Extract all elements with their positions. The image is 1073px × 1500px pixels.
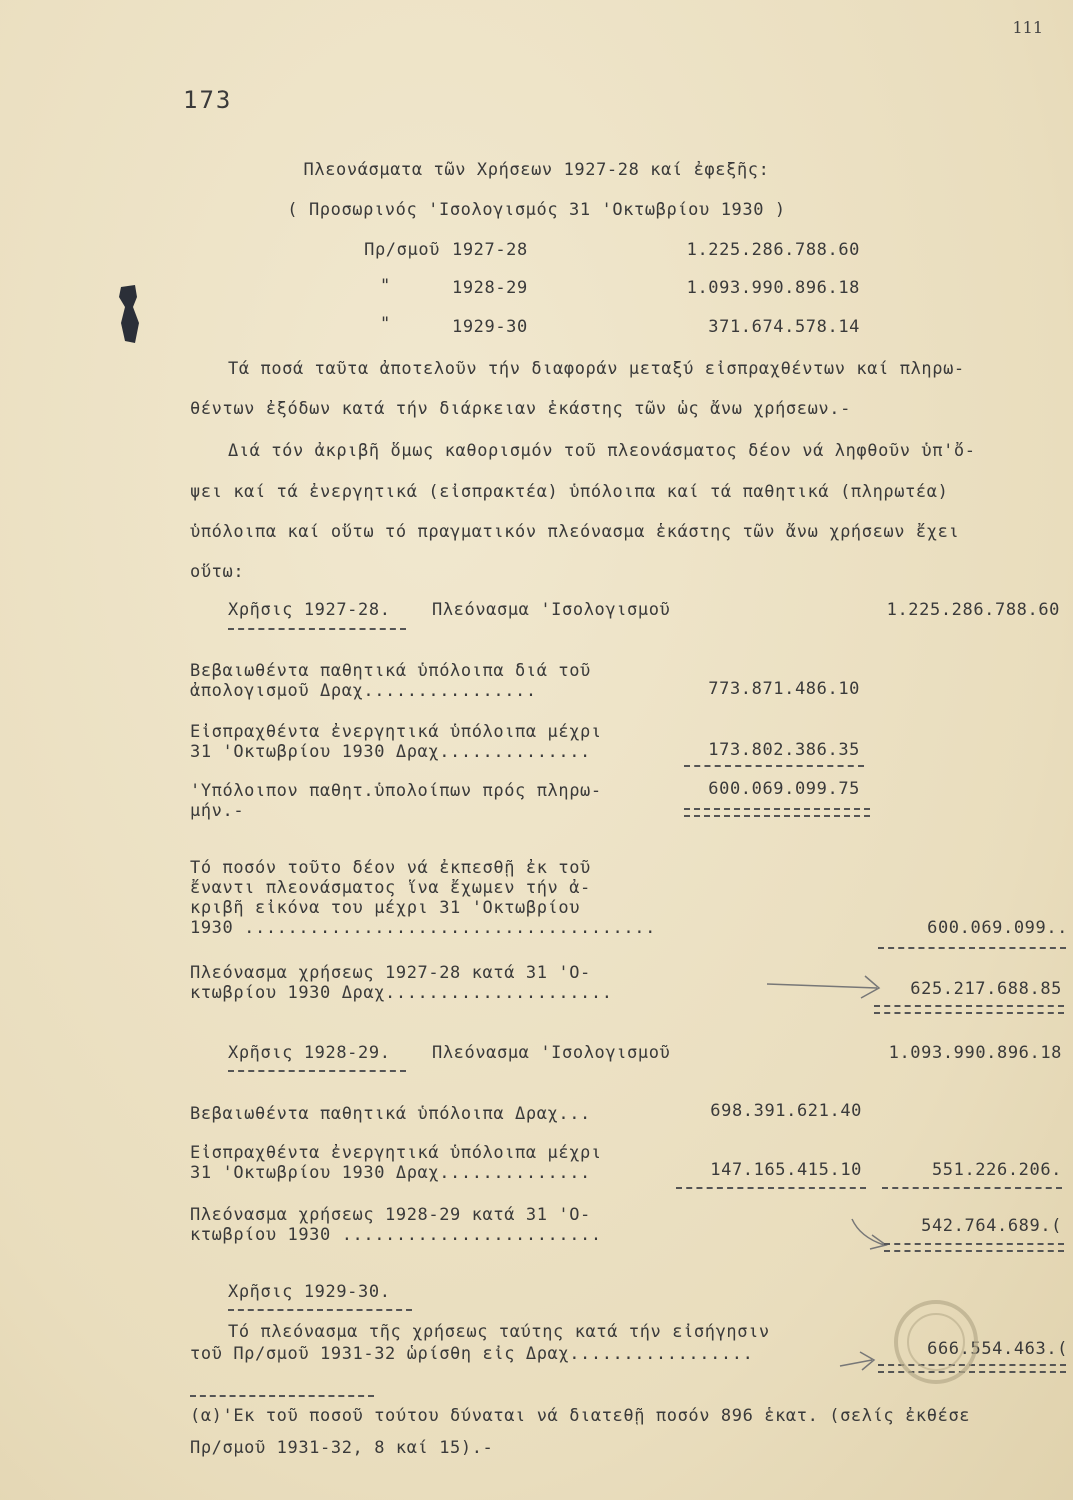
double-rule (684, 808, 870, 817)
paragraph-line: ὑπόλοιπα καί οὕτω τό πραγματικόν πλεόνασμα ἑκάστης τῶν ἄνω χρήσεων ἔχει (190, 522, 960, 542)
ledger-line: μήν.- (190, 801, 245, 821)
ledger-line: Εἰσπραχθέντα ἐνεργητικά ὑπόλοιπα μέχρι (190, 722, 602, 742)
footnote-line: Πρ/σμοῦ 1931-32, 8 καί 15).- (190, 1438, 494, 1458)
final-surplus-amount: 542.764.689.( (921, 1216, 1062, 1236)
deduction-amount: 600.069.099.. (927, 918, 1068, 938)
summary-period: 1929-30 (452, 317, 528, 337)
summary-period: 1928-29 (452, 278, 528, 298)
ledger-amount: 600.069.099.75 (708, 779, 860, 799)
ledger-line: 31 'Οκτωβρίου 1930 Δραχ.............. (190, 1163, 591, 1183)
ledger-line: Τό πλεόνασμα τῆς χρήσεως ταύτης κατά τήν εἰσήγησιν (228, 1322, 770, 1342)
ledger-line: Πλεόνασμα χρήσεως 1928-29 κατά 31 'Ο- (190, 1205, 591, 1225)
ledger-line: Βεβαιωθέντα παθητικά ὑπόλοιπα Δραχ... (190, 1104, 591, 1124)
surplus-label: Πλεόνασμα 'Ισολογισμοῦ (432, 1043, 671, 1063)
heading-underline (228, 628, 406, 630)
ledger-amount: 773.871.486.10 (708, 679, 860, 699)
ledger-line: Τό ποσόν τοῦτο δέον νά ἐκπεσθῇ ἐκ τοῦ (190, 858, 591, 878)
ledger-line: ἀπολογισμοῦ Δραχ................ (190, 681, 537, 701)
ledger-line: κτωβρίου 1930 ........................ (190, 1225, 602, 1245)
ledger-total: 551.226.206. (931, 1160, 1062, 1180)
summary-period: 1927-28 (452, 240, 528, 260)
ledger-amount: 698.391.621.40 (710, 1101, 862, 1121)
section-heading-1929: Χρῆσις 1929-30. (228, 1282, 391, 1302)
summary-amount: 1.225.286.788.60 (686, 240, 860, 260)
summary-amount: 371.674.578.14 (708, 317, 860, 337)
summary-label: " (380, 314, 391, 334)
ledger-line: 'Υπόλοιπον παθητ.ὑπολοίπων πρός πληρω- (190, 781, 602, 801)
ledger-line: κριβῆ εἰκόνα του μέχρι 31 'Οκτωβρίου (190, 898, 581, 918)
final-surplus-amount: 666.554.463.( (927, 1339, 1068, 1359)
paragraph-line: οὕτω: (190, 562, 245, 582)
footnote-line: (α)'Εκ τοῦ ποσοῦ τούτου δύναται νά διατεθῇ ποσόν 896 ἑκατ. (σελίς ἐκθέσε (190, 1406, 971, 1426)
paragraph-line: θέντων ἐξόδων κατά τήν διάρκειαν ἑκάστης τῶν ὡς ἄνω χρήσεων.- (190, 399, 851, 419)
summary-label: " (380, 276, 391, 296)
paragraph-line: Διά τόν ἀκριβῆ ὅμως καθορισμόν τοῦ πλεονάσματος δέον νά ληφθοῦν ὑπ'ὄ- (228, 441, 976, 461)
summary-amount: 1.093.990.896.18 (686, 278, 860, 298)
ledger-line: 1930 ...................................... (190, 918, 656, 938)
sum-rule (676, 1187, 866, 1189)
page-number: 173 (183, 86, 233, 114)
section-heading-1928: Χρῆσις 1928-29. (228, 1043, 391, 1063)
ledger-line: 31 'Οκτωβρίου 1930 Δραχ.............. (190, 742, 591, 762)
ledger-line: Εἰσπραχθέντα ἐνεργητικά ὑπόλοιπα μέχρι (190, 1143, 602, 1163)
footnote-rule (190, 1395, 374, 1397)
ledger-line: ἔναντι πλεονάσματος ἵνα ἔχωμεν τήν ἀ- (190, 878, 591, 898)
archive-stamp (892, 1298, 980, 1386)
surplus-label: Πλεόνασμα 'Ισολογισμοῦ (432, 600, 671, 620)
final-surplus-amount: 625.217.688.85 (910, 979, 1062, 999)
sum-rule (882, 1187, 1062, 1189)
paragraph-line: ψει καί τά ἐνεργητικά (εἰσπρακτέα) ὑπόλοιπα καί τά παθητικά (πληρωτέα) (190, 482, 949, 502)
archive-mark: 111 (1012, 18, 1043, 37)
document-title: Πλεονάσματα τῶν Χρήσεων 1927-28 καί ἐφεξῆς: (303, 160, 770, 180)
double-rule (884, 1243, 1064, 1252)
document-subtitle: ( Προσωρινός 'Ισολογισμός 31 'Οκτωβρίου 1930 ) (287, 200, 786, 220)
sum-rule (878, 947, 1066, 949)
paragraph-line: Τά ποσά ταῦτα ἀποτελοῦν τήν διαφοράν μεταξύ εἰσπραχθέντων καί πληρω- (228, 359, 965, 379)
surplus-amount: 1.093.990.896.18 (888, 1043, 1062, 1063)
ledger-amount: 173.802.386.35 (708, 740, 860, 760)
ledger-amount: 147.165.415.10 (710, 1160, 862, 1180)
heading-underline (228, 1070, 406, 1072)
ledger-line: Βεβαιωθέντα παθητικά ὑπόλοιπα διά τοῦ (190, 661, 591, 681)
section-heading-1927: Χρῆσις 1927-28. (228, 600, 391, 620)
double-rule (874, 1005, 1064, 1014)
sum-rule (684, 765, 864, 767)
ledger-line: τοῦ Πρ/σμοῦ 1931-32 ὡρίσθη εἰς Δραχ................. (190, 1344, 754, 1364)
summary-label: Πρ/σμοῦ (364, 240, 440, 260)
ledger-line: κτωβρίου 1930 Δραχ..................... (190, 983, 613, 1003)
ledger-line: Πλεόνασμα χρήσεως 1927-28 κατά 31 'Ο- (190, 963, 591, 983)
surplus-amount: 1.225.286.788.60 (886, 600, 1060, 620)
ink-blot-mark (115, 283, 145, 345)
heading-underline (228, 1309, 412, 1311)
